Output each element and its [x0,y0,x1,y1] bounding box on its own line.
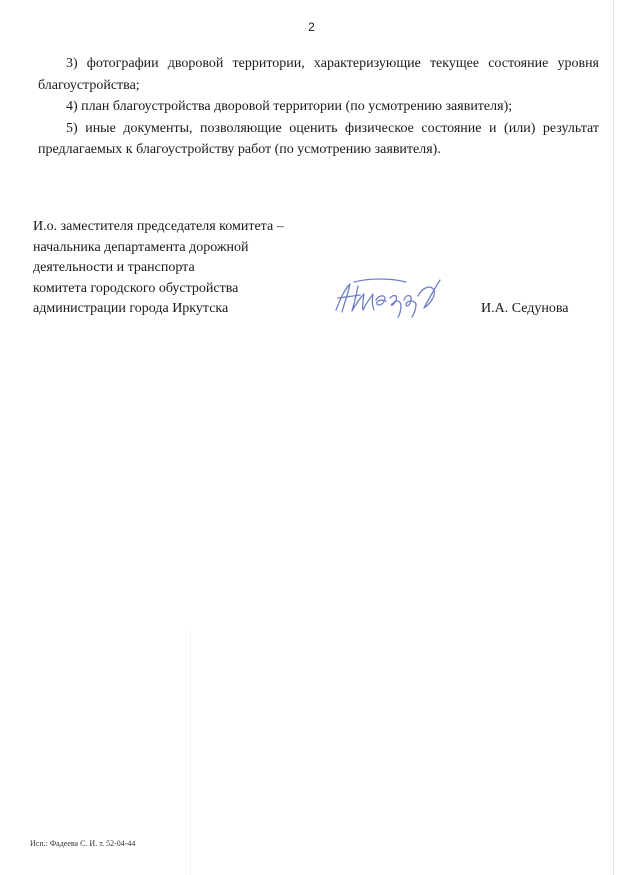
position-line: начальника департамента дорожной [33,239,249,255]
document-body [38,53,599,161]
page-number: 2 [308,20,315,34]
position-line: администрации города Иркутска [33,301,229,316]
paragraph-line: 5) иные документы, позволяющие оценить физическое состояние и (или) [66,120,536,136]
signer-name: И.А. Седунова [481,301,569,316]
paragraph-line: уровня благоустройства; [38,56,599,93]
position-line: деятельности и транспорта [33,260,195,275]
executor-note: Исп.: Фадеева С. И. т. 52-04-44 [30,839,136,848]
paragraph-line: 4) план благоустройства дворовой территории (по усмотрению заявителя); [66,99,513,114]
handwritten-signature [330,270,450,320]
signatory-position [33,217,284,320]
paragraph-item-4 [38,96,599,118]
position-line: И.о. заместителя председателя комитета – [33,219,284,234]
paragraph-line: 3) фотографии дворовой территории, характеризующие текущее состояние [66,56,549,71]
scan-fold-line [190,630,191,875]
paragraph-item-5 [38,118,599,161]
paragraph-line: результат предлагаемых к благоустройству работ (по усмотрению заявителя). [38,120,600,157]
scan-edge-line [613,0,614,875]
position-line: комитета городского обустройства [33,280,239,296]
paragraph-item-3 [38,53,599,96]
